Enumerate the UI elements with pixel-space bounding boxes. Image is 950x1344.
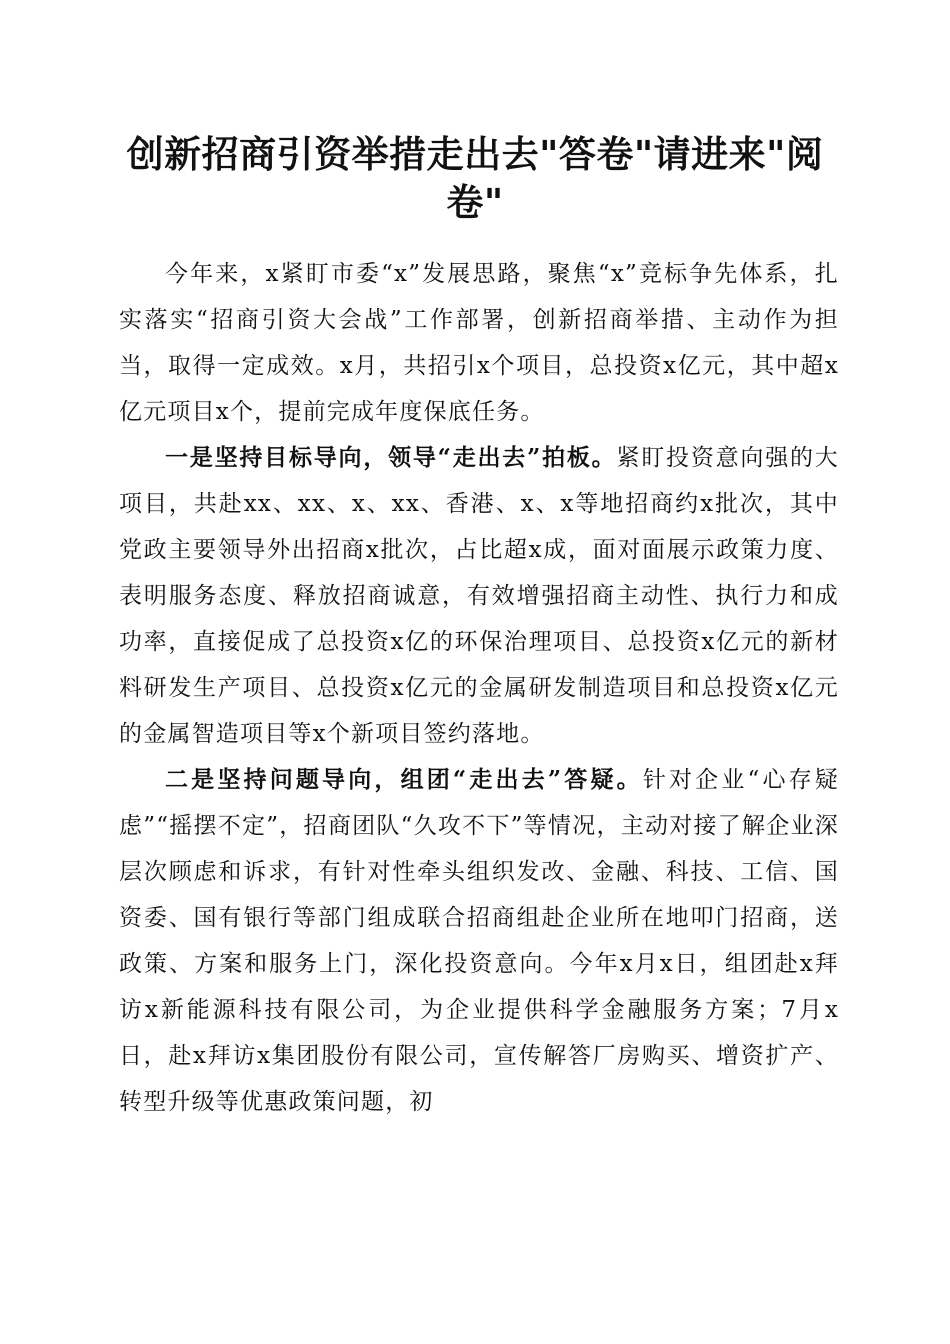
paragraph-problem-oriented xyxy=(119,757,839,1125)
paragraph-lead: 二是坚持问题导向，组团“走出去”答疑。 xyxy=(165,766,643,793)
paragraph-text: 今年来，x紧盯市委“x”发展思路，聚焦“x”竞标争先体系，扎实落实“招商引资大会战”工作部署，创新招商举措、主动作为担当，取得一定成效。x月，共招引x个项目，总投资x亿元，其中超x亿元项目x个，提前完成年度保底任务。 xyxy=(119,261,839,425)
paragraph-text: 针对企业“心存疑虑”“摇摆不定”，招商团队“久攻不下”等情况，主动对接了解企业深层次顾虑和诉求，有针对性牵头组织发改、金融、科技、工信、国资委、国有银行等部门组成联合招商组赴企业所在地叩门招商，送政策、方案和服务上门，深化投资意向。今年x月x日，组团赴x拜访x新能源科技有限公司，为企业提供科学金融服务方案；7月x日，赴x拜访x集团股份有限公司，宣传解答厂房购买、增资扩产、转型升级等优惠政策问题，初 xyxy=(119,767,840,1115)
document-body xyxy=(119,251,839,1125)
paragraph-intro xyxy=(119,251,839,435)
paragraph-lead: 一是坚持目标导向，领导“走出去”拍板。 xyxy=(165,444,617,471)
paragraph-goal-oriented xyxy=(119,435,839,757)
document-title: 创新招商引资举措走出去"答卷"请进来"阅卷" xyxy=(126,132,824,224)
paragraph-text: 紧盯投资意向强的大项目，共赴xx、xx、x、xx、香港、x、x等地招商约x批次，其中党政主要领导外出招商x批次，占比超x成，面对面展示政策力度、表明服务态度、释放招商诚意，有效增强招商主动性、执行力和成功率，直接促成了总投资x亿的环保治理项目、总投资x亿元的新材料研发生产项目、总投资x亿元的金属研发制造项目和总投资x亿元的金属智造项目等x个新项目签约落地。 xyxy=(119,445,839,747)
